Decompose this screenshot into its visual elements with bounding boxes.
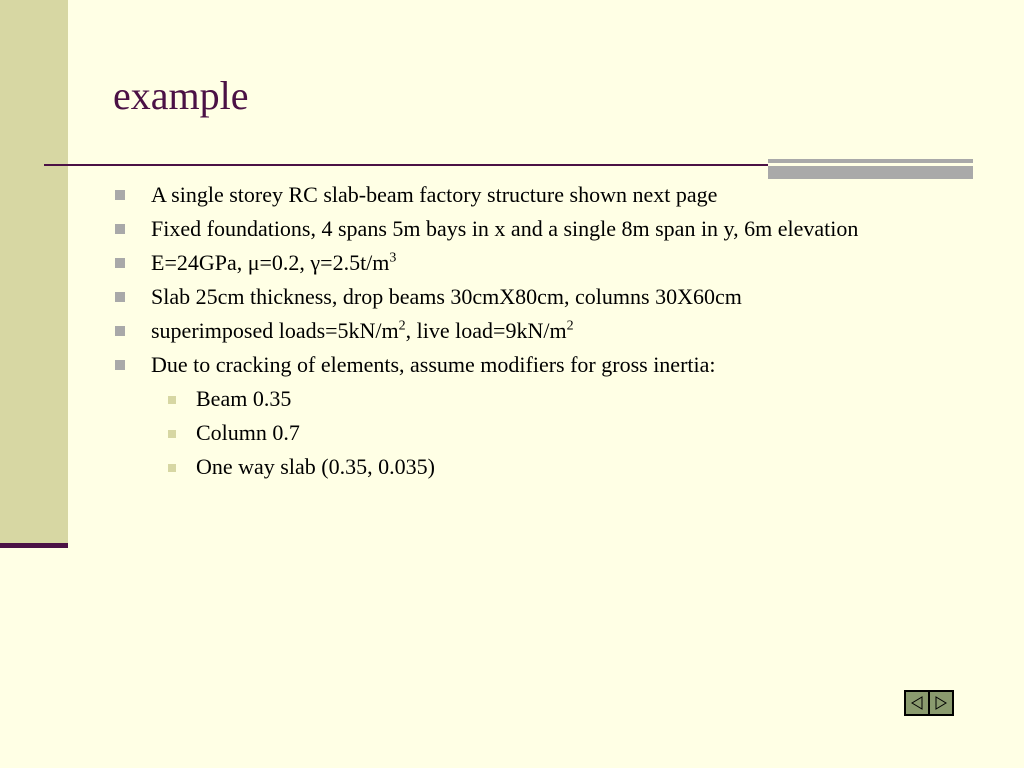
bullet-text: , live load=9kN/m (405, 318, 567, 343)
previous-slide-button[interactable] (905, 691, 929, 715)
bullet-item (113, 284, 973, 310)
slide-title: example (113, 73, 249, 118)
square-bullet-icon (115, 224, 125, 234)
bullet-item (113, 318, 973, 344)
square-bullet-icon (115, 190, 125, 200)
bullet-item (113, 352, 973, 378)
slide-navigation (904, 690, 954, 716)
bullet-text: E=24GPa, μ=0.2, γ=2.5t/m (151, 250, 390, 275)
sub-bullet-item (158, 454, 973, 480)
square-bullet-icon (115, 326, 125, 336)
sub-bullet-list (113, 386, 973, 480)
bullet-text: A single storey RC slab-beam factory structure shown next page (151, 182, 718, 207)
sub-bullet-item (158, 386, 973, 412)
bullet-list (113, 182, 973, 378)
superscript: 3 (389, 250, 397, 266)
next-slide-button[interactable] (929, 691, 953, 715)
superscript: 2 (566, 318, 574, 334)
left-decorative-bar (0, 0, 68, 546)
left-bar-accent-line (0, 543, 68, 548)
triangle-left-icon (909, 695, 925, 711)
triangle-right-icon (933, 695, 949, 711)
bullet-item (113, 182, 973, 208)
square-bullet-icon (115, 360, 125, 370)
square-sub-bullet-icon (168, 464, 176, 472)
bullet-text: Slab 25cm thickness, drop beams 30cmX80cm, columns 30X60cm (151, 284, 742, 309)
bullet-text: Due to cracking of elements, assume modifiers for gross inertia: (151, 352, 716, 377)
bullet-text: Fixed foundations, 4 spans 5m bays in x and a single 8m span in y, 6m elevation (151, 216, 859, 241)
superscript: 2 (398, 318, 406, 334)
sub-bullet-text: Column 0.7 (196, 420, 300, 445)
square-sub-bullet-icon (168, 430, 176, 438)
sub-bullet-item (158, 420, 973, 446)
square-sub-bullet-icon (168, 396, 176, 404)
title-divider-block (768, 159, 973, 179)
slide-content (113, 182, 973, 488)
sub-bullet-text: One way slab (0.35, 0.035) (196, 454, 435, 479)
bullet-text: superimposed loads=5kN/m (151, 318, 399, 343)
square-bullet-icon (115, 292, 125, 302)
sub-bullet-text: Beam 0.35 (196, 386, 292, 411)
square-bullet-icon (115, 258, 125, 268)
bullet-item (113, 250, 973, 276)
bullet-item (113, 216, 973, 242)
